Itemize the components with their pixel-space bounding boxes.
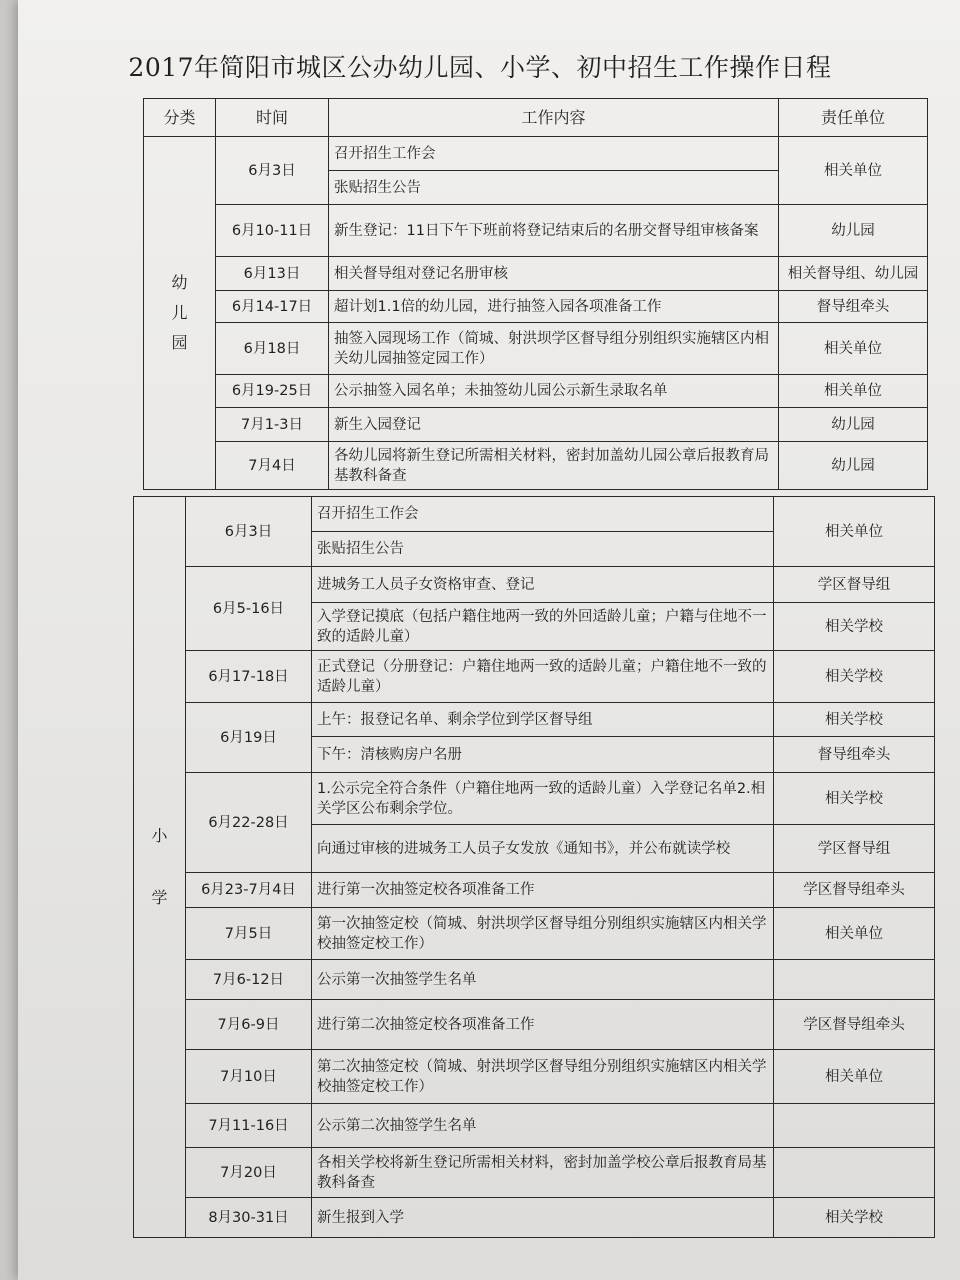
unit-cell: 相关学校 (774, 773, 935, 825)
content-cell: 相关督导组对登记名册审核 (329, 257, 779, 291)
unit-cell: 相关单位 (779, 375, 928, 408)
date-cell: 7月5日 (186, 908, 312, 960)
content-cell: 公示第一次抽签学生名单 (312, 960, 774, 1000)
unit-cell: 相关学校 (774, 603, 935, 651)
date-cell: 7月4日 (216, 442, 329, 490)
table-row (134, 1148, 935, 1198)
unit-cell: 相关单位 (779, 137, 928, 205)
header-row (144, 99, 928, 137)
content-cell: 正式登记（分册登记：户籍住地两一致的适龄儿童；户籍住地不一致的适龄儿童） (312, 651, 774, 703)
content-cell: 张贴招生公告 (312, 532, 774, 567)
content-cell: 向通过审核的进城务工人员子女发放《通知书》，并公布就读学校 (312, 825, 774, 873)
unit-cell: 督导组牵头 (774, 737, 935, 773)
table-row (144, 375, 928, 408)
category-label: 幼儿园 (171, 273, 188, 352)
content-cell: 第一次抽签定校（简城、射洪坝学区督导组分别组织实施辖区内相关学校抽签定校工作） (312, 908, 774, 960)
table-row (134, 651, 935, 703)
unit-cell: 相关督导组、幼儿园 (779, 257, 928, 291)
content-cell: 新生登记：11日下午下班前将登记结束后的名册交督导组审核备案 (329, 205, 779, 257)
unit-cell: 学区督导组 (774, 567, 935, 603)
unit-cell: 学区督导组牵头 (774, 1000, 935, 1050)
unit-cell: 相关单位 (774, 1050, 935, 1104)
category-label-2: 学 (151, 888, 168, 907)
table-row (134, 567, 935, 603)
date-cell: 6月10-11日 (216, 205, 329, 257)
header-time: 时间 (216, 99, 329, 137)
table-row (144, 137, 928, 171)
table-row (144, 442, 928, 490)
date-cell: 6月18日 (216, 323, 329, 375)
content-cell: 1.公示完全符合条件（户籍住地两一致的适龄儿童）入学登记名单2.相关学区公布剩余学位。 (312, 773, 774, 825)
unit-cell: 幼儿园 (779, 442, 928, 490)
table-row (134, 703, 935, 737)
content-cell: 张贴招生公告 (329, 171, 779, 205)
date-cell: 6月19-25日 (216, 375, 329, 408)
table-row (144, 323, 928, 375)
kindergarten-schedule-table (143, 98, 928, 490)
date-cell: 6月22-28日 (186, 773, 312, 873)
table-row (134, 1198, 935, 1238)
content-cell: 进行第一次抽签定校各项准备工作 (312, 873, 774, 908)
unit-cell (774, 1104, 935, 1148)
date-cell: 6月23-7月4日 (186, 873, 312, 908)
content-cell: 进城务工人员子女资格审查、登记 (312, 567, 774, 603)
date-cell: 6月3日 (186, 497, 312, 567)
content-cell: 各相关学校将新生登记所需相关材料，密封加盖学校公章后报教育局基教科备查 (312, 1148, 774, 1198)
content-cell: 公示第二次抽签学生名单 (312, 1104, 774, 1148)
category-label-1: 小 (151, 826, 168, 845)
table-row (144, 408, 928, 442)
header-content: 工作内容 (329, 99, 779, 137)
date-cell: 7月1-3日 (216, 408, 329, 442)
content-cell: 召开招生工作会 (312, 497, 774, 532)
content-cell: 超计划1.1倍的幼儿园，进行抽签入园各项准备工作 (329, 291, 779, 323)
date-cell: 6月13日 (216, 257, 329, 291)
table-row (134, 1050, 935, 1104)
unit-cell: 幼儿园 (779, 408, 928, 442)
content-cell: 各幼儿园将新生登记所需相关材料，密封加盖幼儿园公章后报教育局基教科备查 (329, 442, 779, 490)
unit-cell: 学区督导组牵头 (774, 873, 935, 908)
date-cell: 6月3日 (216, 137, 329, 205)
date-cell: 6月14-17日 (216, 291, 329, 323)
unit-cell: 相关学校 (774, 1198, 935, 1238)
date-cell: 6月5-16日 (186, 567, 312, 651)
table-row (134, 873, 935, 908)
header-unit: 责任单位 (779, 99, 928, 137)
table-row (134, 908, 935, 960)
unit-cell (774, 1148, 935, 1198)
content-cell: 抽签入园现场工作（简城、射洪坝学区督导组分别组织实施辖区内相关幼儿园抽签定园工作） (329, 323, 779, 375)
table-row (144, 291, 928, 323)
date-cell: 7月10日 (186, 1050, 312, 1104)
unit-cell (774, 960, 935, 1000)
content-cell: 新生报到入学 (312, 1198, 774, 1238)
content-cell: 第二次抽签定校（简城、射洪坝学区督导组分别组织实施辖区内相关学校抽签定校工作） (312, 1050, 774, 1104)
date-cell: 8月30-31日 (186, 1198, 312, 1238)
date-cell: 6月17-18日 (186, 651, 312, 703)
content-cell: 进行第二次抽签定校各项准备工作 (312, 1000, 774, 1050)
date-cell: 7月6-12日 (186, 960, 312, 1000)
unit-cell: 学区督导组 (774, 825, 935, 873)
unit-cell: 相关单位 (779, 323, 928, 375)
content-cell: 公示抽签入园名单；未抽签幼儿园公示新生录取名单 (329, 375, 779, 408)
unit-cell: 督导组牵头 (779, 291, 928, 323)
date-cell: 7月11-16日 (186, 1104, 312, 1148)
category-kindergarten (144, 137, 216, 490)
table-row (134, 1104, 935, 1148)
content-cell: 新生入园登记 (329, 408, 779, 442)
unit-cell: 相关学校 (774, 703, 935, 737)
header-category: 分类 (144, 99, 216, 137)
unit-cell: 相关单位 (774, 497, 935, 567)
unit-cell: 相关单位 (774, 908, 935, 960)
unit-cell: 幼儿园 (779, 205, 928, 257)
unit-cell: 相关学校 (774, 651, 935, 703)
date-cell: 7月6-9日 (186, 1000, 312, 1050)
content-cell: 入学登记摸底（包括户籍住地两一致的外回适龄儿童；户籍与住地不一致的适龄儿童） (312, 603, 774, 651)
page-title: 2017年简阳市城区公办幼儿园、小学、初中招生工作操作日程 (128, 53, 832, 82)
date-cell: 6月19日 (186, 703, 312, 773)
primary-schedule-table (133, 496, 935, 1238)
table-row (144, 205, 928, 257)
table-row (144, 257, 928, 291)
date-cell: 7月20日 (186, 1148, 312, 1198)
table-row (134, 773, 935, 825)
content-cell: 下午：清核购房户名册 (312, 737, 774, 773)
content-cell: 上午：报登记名单、剩余学位到学区督导组 (312, 703, 774, 737)
table-row (134, 497, 935, 532)
table-row (134, 1000, 935, 1050)
content-cell: 召开招生工作会 (329, 137, 779, 171)
category-primary (134, 497, 186, 1238)
table-row (134, 960, 935, 1000)
